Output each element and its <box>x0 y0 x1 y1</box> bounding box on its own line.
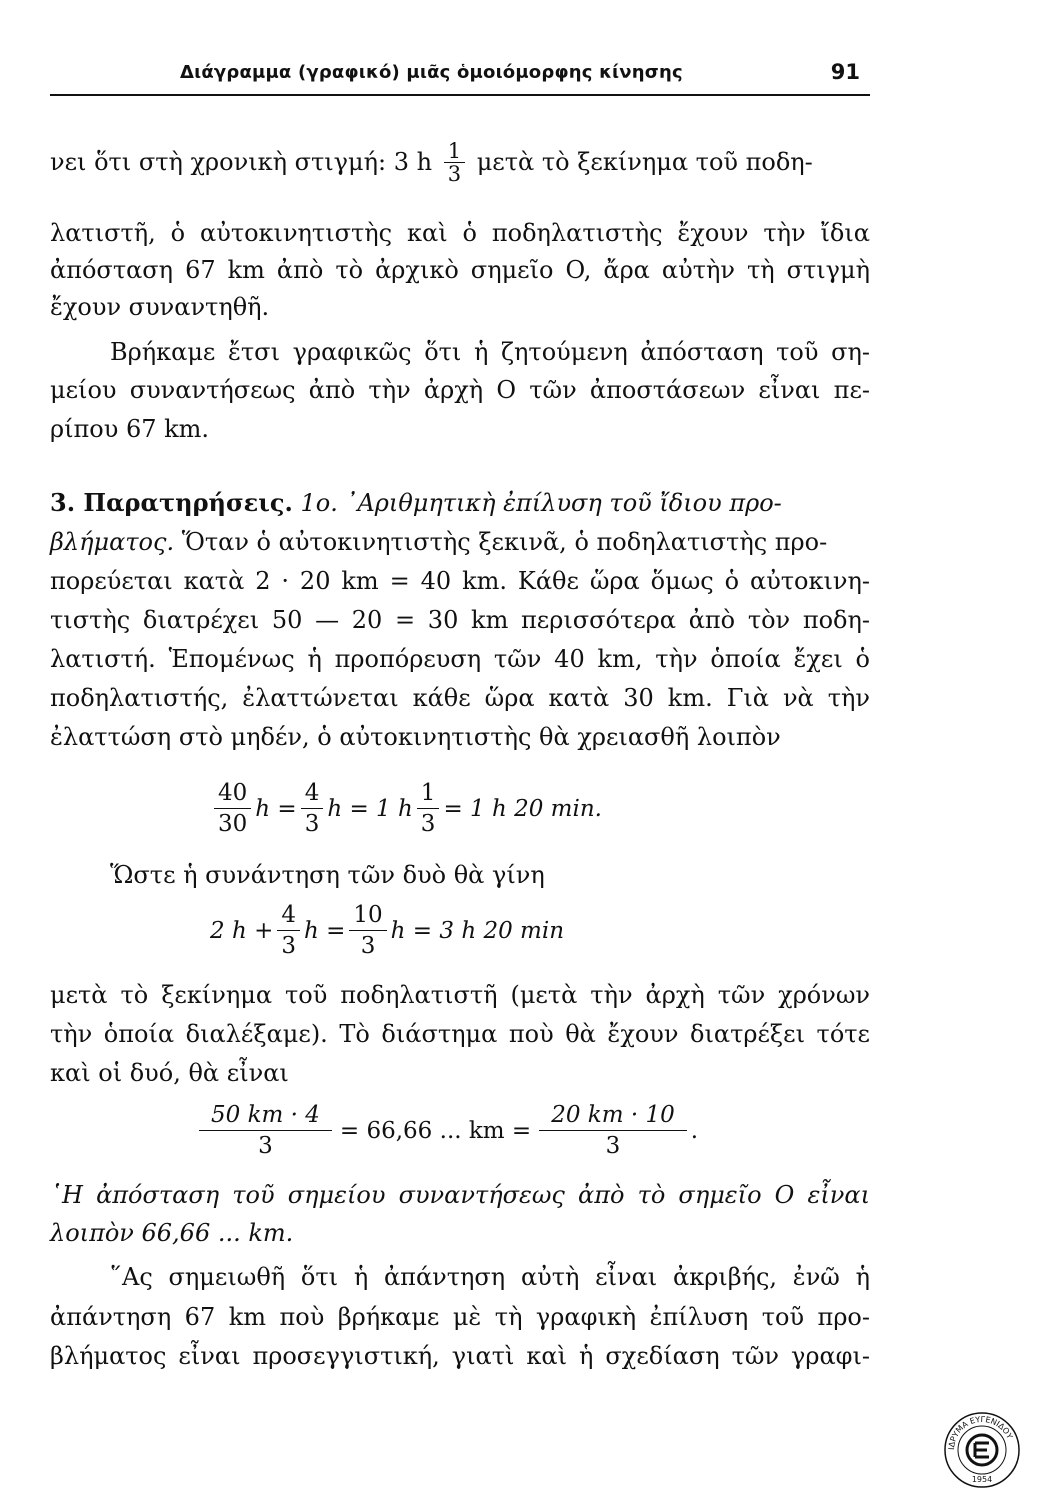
text-line: ἀπόσταση 67 km ἀπὸ τὸ ἀρχικὸ σημεῖο O, ἄρα αὐτὴν τὴ στιγμὴ <box>50 256 870 284</box>
equation-text: h = <box>255 795 297 822</box>
text-line <box>50 132 870 192</box>
seal-year: 1954 <box>971 1475 993 1484</box>
fraction <box>214 778 251 839</box>
fraction <box>199 1100 332 1161</box>
equation-text: h = <box>303 917 346 944</box>
denominator: 3 <box>420 811 436 837</box>
numerator: 10 <box>349 900 386 931</box>
text-line: τιστὴς διατρέχει 50 — 20 = 30 km περισσότερα ἀπὸ τὸν ποδη- <box>50 606 870 634</box>
equation-text: . <box>690 1117 699 1144</box>
text-line: Ὥστε ἡ συνάντηση τῶν δυὸ θὰ γίνη <box>110 861 545 889</box>
result-line: ῾Η ἀπόσταση τοῦ σημείου συναντήσεως ἀπὸ τὸ σημεῖο O εἶναι <box>50 1181 870 1209</box>
equation-text: = 1 h 20 min. <box>443 795 602 822</box>
equation-text: 2 h + <box>210 917 274 944</box>
text-fragment: Ὅταν ὁ αὐτοκινητιστὴς ξεκινᾶ, ὁ ποδηλατιστὴς προ- <box>174 528 828 556</box>
seal-text: ΙΔΡΥΜΑ ΕΥΓΕΝΙΔΟΥ <box>946 1414 1015 1451</box>
text-line: λατιστή. Ἑπομένως ἡ προπόρευση τῶν 40 km, τὴν ὁποία ἔχει ὁ <box>50 645 870 673</box>
numerator: 20 km · 10 <box>539 1100 687 1131</box>
subsection-title: 1ο. ᾿Αριθμητικὴ ἐπίλυση τοῦ ἴδιου προ- <box>292 489 782 517</box>
subsection-title-cont: βλήματος. <box>50 528 175 556</box>
fraction <box>539 1100 687 1161</box>
text-line: καὶ οἱ δυό, θὰ εἶναι <box>50 1059 289 1087</box>
fraction <box>277 900 300 961</box>
text-line: ἀπάντηση 67 km ποὺ βρήκαμε μὲ τὴ γραφικὴ ἐπίλυση τοῦ προ- <box>50 1303 870 1331</box>
section-heading: 3. Παρατηρήσεις. <box>50 488 293 517</box>
text-line: ποδηλατιστής, ἐλαττώνεται κάθε ὥρα κατὰ 30 km. Γιὰ νὰ τὴν <box>50 684 870 712</box>
denominator: 3 <box>605 1133 621 1159</box>
result-line: λοιπὸν 66,66 ... km. <box>50 1219 294 1247</box>
foundation-seal-icon <box>942 1410 1022 1490</box>
text-line: βλήματος εἶναι προσεγγιστική, γιατὶ καὶ ἡ σχεδίαση τῶν γραφι- <box>50 1342 870 1370</box>
text-line: Βρήκαμε ἔτσι γραφικῶς ὅτι ἡ ζητούμενη ἀπόσταση τοῦ ση- <box>110 338 870 366</box>
equation-meeting-time <box>210 900 564 961</box>
text-fragment: νει ὅτι στὴ χρονικὴ στιγμή: 3 h <box>50 148 440 176</box>
numerator: 40 <box>214 778 251 809</box>
text-line: τὴν ὁποία διαλέξαμε). Τὸ διάστημα ποὺ θὰ ἔχουν διατρέξει τότε <box>50 1020 870 1048</box>
fraction <box>301 778 324 839</box>
text-line: ῞Ας σημειωθῆ ὅτι ἡ ἀπάντηση αὐτὴ εἶναι ἀκριβής, ἐνῶ ἡ <box>110 1263 870 1291</box>
denominator: 3 <box>447 161 462 186</box>
denominator: 3 <box>304 811 320 837</box>
equation-time <box>210 778 602 839</box>
text-line: ἐλαττώση στὸ μηδέν, ὁ αὐτοκινητιστὴς θὰ χρειασθῆ λοιπὸν <box>50 723 781 751</box>
fraction <box>349 900 386 961</box>
text-line: πορεύεται κατὰ 2 · 20 km = 40 km. Κάθε ὥρα ὅμως ὁ αὐτοκινη- <box>50 567 870 595</box>
fraction <box>444 140 465 185</box>
equation-text: h = 3 h 20 min <box>390 917 565 944</box>
denominator: 3 <box>360 933 376 959</box>
page-number: 91 <box>830 60 860 84</box>
denominator: 30 <box>218 811 248 837</box>
numerator: 1 <box>417 778 440 809</box>
numerator: 4 <box>277 900 300 931</box>
fraction <box>417 778 440 839</box>
text-fragment: μετὰ τὸ ξεκίνημα τοῦ ποδη- <box>469 148 813 176</box>
denominator: 3 <box>281 933 296 959</box>
numerator: 50 km · 4 <box>199 1100 332 1131</box>
equation-text: = 66,66 ... km = <box>339 1117 532 1144</box>
text-line <box>50 527 870 557</box>
text-line: λατιστῆ, ὁ αὐτοκινητιστὴς καὶ ὁ ποδηλατιστὴς ἔχουν τὴν ἴδια <box>50 219 870 247</box>
text-line: ἔχουν συναντηθῆ. <box>50 293 270 321</box>
equation-text: h = 1 h <box>327 795 413 822</box>
equation-distance <box>195 1100 698 1161</box>
running-title: Διάγραμμα (γραφικό) μιᾶς ὁμοιόμορφης κίνησης <box>180 62 683 83</box>
section-heading-line <box>50 488 870 518</box>
text-line: ρίπου 67 km. <box>50 415 210 443</box>
text-line: μετὰ τὸ ξεκίνημα τοῦ ποδηλατιστῆ (μετὰ τὴν ἀρχὴ τῶν χρόνων <box>50 981 870 1009</box>
denominator: 3 <box>258 1133 273 1159</box>
page-header <box>50 60 870 96</box>
text-line: μείου συναντήσεως ἀπὸ τὴν ἀρχὴ O τῶν ἀποστάσεων εἶναι πε- <box>50 376 870 404</box>
numerator: 1 <box>444 140 465 163</box>
numerator: 4 <box>301 778 324 809</box>
